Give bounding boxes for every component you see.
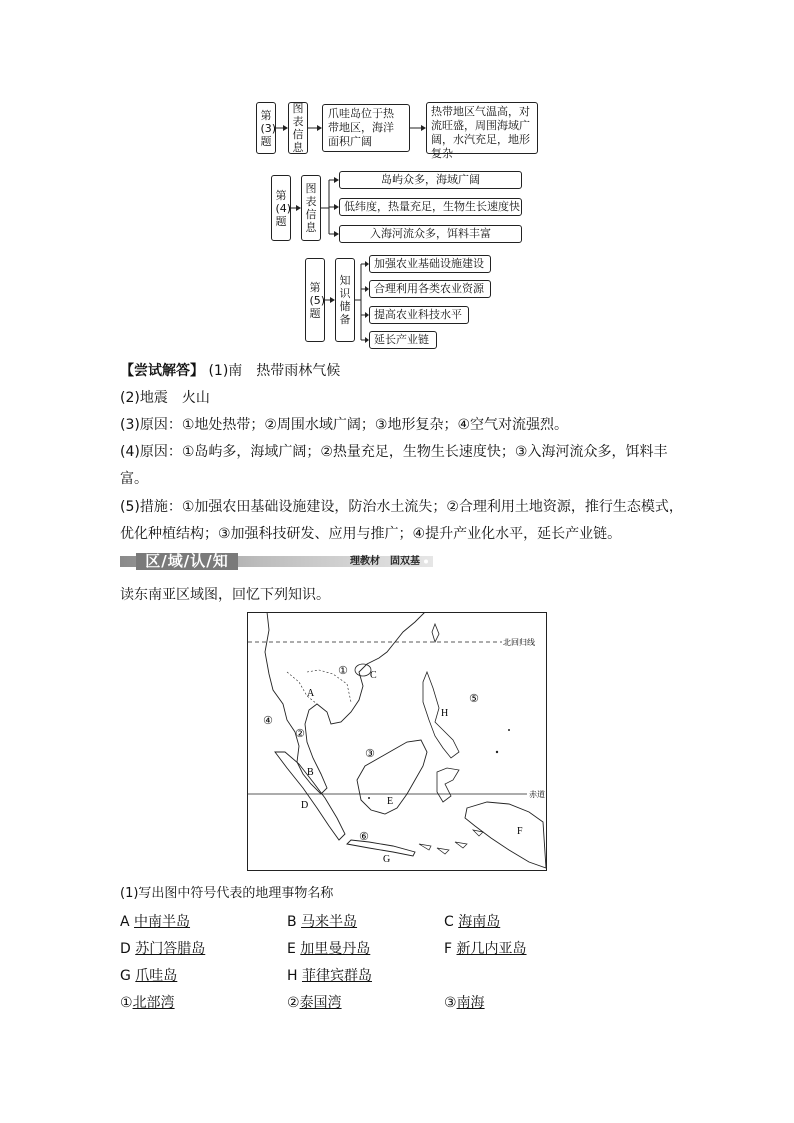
map-number-6: ⑥ [359,830,369,843]
answer-line-2: (2)地震 火山 [120,390,210,406]
answer-item: F 新几内亚岛 [444,941,527,957]
map-letter-g: G [383,854,391,865]
intro-text: 读东南亚区域图，回忆下列知识。 [120,587,330,603]
answer-line-5a: (5)措施：①加强农田基础设施建设，防治水土流失；②合理利用土地资源，推行生态模式， [120,499,683,515]
map-number-5: ⑤ [469,692,479,705]
answer-item: B 马来半岛 [287,914,358,930]
equator-label: 赤道 [529,790,545,799]
flow4-tag: 图表信息 [301,175,321,241]
answer-line-3: (3)原因：①地处热带；②周围水域广阔；③地形复杂；④空气对流强烈。 [120,417,569,433]
section-subtitle: 理教材 固双基 [350,556,420,567]
flow5-item: 提高农业科技水平 [369,306,469,324]
flow5-item: 延长产业链 [369,331,437,349]
answer-heading: 【尝试解答】 [120,363,204,379]
map-letter-c: C [370,670,377,681]
answer-line-5b: 优化种植结构；③加强科技研发、应用与推广；④提升产业化水平，延长产业链。 [120,526,622,542]
map-letter-h: H [441,708,449,719]
southeast-asia-map [247,612,547,871]
answer-item: ①北部湾 [120,995,175,1011]
flow5-label: 第(5)题 [305,258,325,342]
arrow-right-icon [291,204,301,212]
answer-line-4a: (4)原因：①岛屿多，海域广阔；②热量充足，生物生长速度快；③入海河流众多，饵料丰 [120,444,668,460]
map-number-3: ③ [365,747,375,760]
flow3-box1: 爪哇岛位于热带地区，海洋面积广阔 [322,104,410,152]
arrow-right-icon [325,296,335,304]
answer-item: E 加里曼丹岛 [287,941,371,957]
answer-item: H 菲律宾群岛 [287,968,372,984]
answer-item: D 苏门答腊岛 [120,941,206,957]
arrow-right-icon [308,124,322,132]
arrow-right-icon [276,124,288,132]
flow4-item: 岛屿众多，海域广阔 [339,171,522,189]
flow4-item: 入海河流众多，饵料丰富 [339,225,522,243]
section-header [120,553,433,570]
flow3-box2: 热带地区气温高，对流旺盛，周围海域广阔，水汽充足，地形复杂 [426,102,538,154]
answer-line-1: 【尝试解答】 (1)南 热带雨林气候 [120,363,341,379]
flow5-item: 合理利用各类农业资源 [369,280,491,298]
map-letter-d: D [301,800,309,811]
answer-line-4b: 富。 [120,471,148,487]
answer-item: A 中南半岛 [120,914,191,930]
map-number-1: ① [338,664,348,677]
map-letter-e: E [387,796,394,807]
map-number-2: ② [295,727,305,740]
answer-item: ②泰国湾 [287,995,342,1011]
tropic-label: 北回归线 [503,638,535,647]
answer-item: ③南海 [444,995,485,1011]
flow5-item: 加强农业基础设施建设 [369,255,491,273]
map-letter-a: A [307,688,315,699]
arrow-right-icon [410,124,426,132]
answer-item: C 海南岛 [444,914,501,930]
question-text: (1)写出图中符号代表的地理事物名称 [120,886,334,901]
map-number-4: ④ [263,714,273,727]
flow3-label: 第(3)题 [256,102,276,154]
flow5-tag: 知识储备 [335,258,355,342]
branch-connector [321,170,341,242]
flow4-item: 低纬度，热量充足，生物生长速度快 [339,198,522,216]
map-letter-f: F [517,826,523,837]
flow4-label: 第(4)题 [271,175,291,241]
flow3-tag: 图表信息 [288,102,308,154]
answer-item: G 爪哇岛 [120,968,178,984]
map-letter-b: B [307,767,314,778]
section-title: 区/域/认/知 [145,552,229,570]
